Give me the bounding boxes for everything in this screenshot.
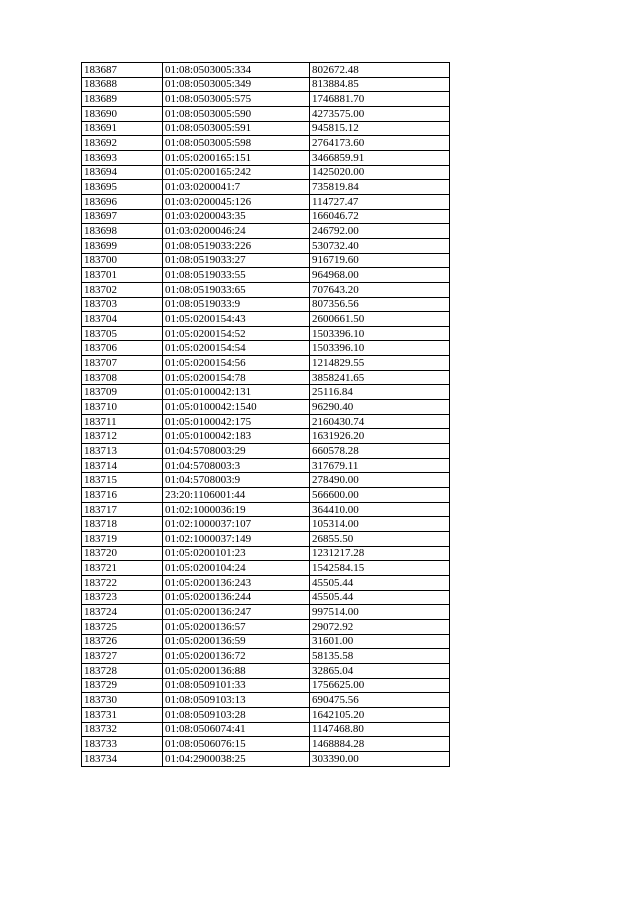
table-row: [82, 502, 450, 517]
value-cell: 2160430.74: [310, 414, 450, 429]
value-cell: 32865.04: [310, 663, 450, 678]
value-cell: 1231217.28: [310, 546, 450, 561]
value-cell: 45505.44: [310, 575, 450, 590]
value-cell: 45505.44: [310, 590, 450, 605]
value-cell: 1468884.28: [310, 737, 450, 752]
cadastral-number-cell: 01:05:0200154:52: [163, 326, 310, 341]
value-cell: 166046.72: [310, 209, 450, 224]
table-row: [82, 326, 450, 341]
value-cell: 364410.00: [310, 502, 450, 517]
table-row: [82, 693, 450, 708]
value-cell: 1542584.15: [310, 561, 450, 576]
table-row: [82, 180, 450, 195]
table-row: [82, 165, 450, 180]
cadastral-number-cell: 01:04:5708003:9: [163, 473, 310, 488]
row-id-cell: 183711: [82, 414, 163, 429]
row-id-cell: 183706: [82, 341, 163, 356]
cadastral-number-cell: 01:02:1000037:107: [163, 517, 310, 532]
table-row: [82, 678, 450, 693]
table-row: [82, 106, 450, 121]
table-row: [82, 209, 450, 224]
cadastral-number-cell: 01:05:0200165:242: [163, 165, 310, 180]
table-row: [82, 663, 450, 678]
cadastral-number-cell: 01:05:0200101:23: [163, 546, 310, 561]
cadastral-number-cell: 01:08:0503005:349: [163, 77, 310, 92]
table-row: [82, 238, 450, 253]
value-cell: 25116.84: [310, 385, 450, 400]
cadastral-number-cell: 01:05:0100042:1540: [163, 400, 310, 415]
row-id-cell: 183727: [82, 649, 163, 664]
table-row: [82, 136, 450, 151]
value-cell: 317679.11: [310, 458, 450, 473]
cadastral-number-cell: 01:05:0200154:78: [163, 370, 310, 385]
table-row: [82, 561, 450, 576]
row-id-cell: 183715: [82, 473, 163, 488]
row-id-cell: 183724: [82, 605, 163, 620]
table-body: [82, 63, 450, 767]
row-id-cell: 183704: [82, 312, 163, 327]
cadastral-number-cell: 01:08:0509103:13: [163, 693, 310, 708]
row-id-cell: 183697: [82, 209, 163, 224]
cadastral-number-cell: 01:05:0200154:43: [163, 312, 310, 327]
cadastral-number-cell: 01:03:0200041:7: [163, 180, 310, 195]
cadastral-number-cell: 01:03:0200043:35: [163, 209, 310, 224]
value-cell: 1756625.00: [310, 678, 450, 693]
value-cell: 1214829.55: [310, 356, 450, 371]
table-row: [82, 400, 450, 415]
cadastral-number-cell: 01:08:0503005:598: [163, 136, 310, 151]
table-row: [82, 268, 450, 283]
row-id-cell: 183734: [82, 751, 163, 766]
value-cell: 660578.28: [310, 444, 450, 459]
value-cell: 4273575.00: [310, 106, 450, 121]
table-row: [82, 473, 450, 488]
cadastral-number-cell: 01:05:0200136:57: [163, 619, 310, 634]
row-id-cell: 183692: [82, 136, 163, 151]
cadastral-number-cell: 01:08:0519033:55: [163, 268, 310, 283]
row-id-cell: 183718: [82, 517, 163, 532]
row-id-cell: 183731: [82, 707, 163, 722]
table-row: [82, 532, 450, 547]
table-row: [82, 92, 450, 107]
row-id-cell: 183720: [82, 546, 163, 561]
value-cell: 707643.20: [310, 282, 450, 297]
row-id-cell: 183713: [82, 444, 163, 459]
row-id-cell: 183728: [82, 663, 163, 678]
value-cell: 1642105.20: [310, 707, 450, 722]
value-cell: 1503396.10: [310, 326, 450, 341]
row-id-cell: 183702: [82, 282, 163, 297]
cadastral-number-cell: 01:05:0200136:243: [163, 575, 310, 590]
cadastral-number-cell: 01:05:0200104:24: [163, 561, 310, 576]
table-row: [82, 737, 450, 752]
value-cell: 1631926.20: [310, 429, 450, 444]
value-cell: 26855.50: [310, 532, 450, 547]
row-id-cell: 183712: [82, 429, 163, 444]
row-id-cell: 183690: [82, 106, 163, 121]
row-id-cell: 183705: [82, 326, 163, 341]
value-cell: 802672.48: [310, 63, 450, 78]
row-id-cell: 183700: [82, 253, 163, 268]
value-cell: 246792.00: [310, 224, 450, 239]
value-cell: 278490.00: [310, 473, 450, 488]
table-row: [82, 150, 450, 165]
value-cell: 916719.60: [310, 253, 450, 268]
cadastral-number-cell: 01:04:5708003:3: [163, 458, 310, 473]
row-id-cell: 183693: [82, 150, 163, 165]
row-id-cell: 183696: [82, 194, 163, 209]
cadastral-number-cell: 01:05:0200136:59: [163, 634, 310, 649]
value-cell: 1746881.70: [310, 92, 450, 107]
cadastral-number-cell: 01:08:0519033:9: [163, 297, 310, 312]
cadastral-number-cell: 01:05:0200136:88: [163, 663, 310, 678]
cadastral-number-cell: 01:08:0503005:590: [163, 106, 310, 121]
data-table: [81, 62, 450, 767]
row-id-cell: 183725: [82, 619, 163, 634]
value-cell: 735819.84: [310, 180, 450, 195]
table-row: [82, 385, 450, 400]
cadastral-number-cell: 01:05:0200165:151: [163, 150, 310, 165]
table-row: [82, 370, 450, 385]
table-row: [82, 282, 450, 297]
row-id-cell: 183716: [82, 488, 163, 503]
value-cell: 114727.47: [310, 194, 450, 209]
table-row: [82, 722, 450, 737]
table-row: [82, 634, 450, 649]
row-id-cell: 183698: [82, 224, 163, 239]
table-row: [82, 194, 450, 209]
row-id-cell: 183691: [82, 121, 163, 136]
row-id-cell: 183709: [82, 385, 163, 400]
value-cell: 945815.12: [310, 121, 450, 136]
cadastral-number-cell: 01:03:0200045:126: [163, 194, 310, 209]
table-row: [82, 458, 450, 473]
row-id-cell: 183708: [82, 370, 163, 385]
table-row: [82, 429, 450, 444]
value-cell: 2600661.50: [310, 312, 450, 327]
value-cell: 566600.00: [310, 488, 450, 503]
value-cell: 1503396.10: [310, 341, 450, 356]
table-row: [82, 341, 450, 356]
table-row: [82, 707, 450, 722]
value-cell: 96290.40: [310, 400, 450, 415]
table-row: [82, 590, 450, 605]
value-cell: 690475.56: [310, 693, 450, 708]
row-id-cell: 183688: [82, 77, 163, 92]
value-cell: 1425020.00: [310, 165, 450, 180]
cadastral-number-cell: 01:05:0200154:56: [163, 356, 310, 371]
cadastral-number-cell: 01:03:0200046:24: [163, 224, 310, 239]
value-cell: 105314.00: [310, 517, 450, 532]
row-id-cell: 183719: [82, 532, 163, 547]
table-row: [82, 444, 450, 459]
cadastral-number-cell: 01:05:0100042:131: [163, 385, 310, 400]
cadastral-number-cell: 01:08:0509101:33: [163, 678, 310, 693]
table-row: [82, 63, 450, 78]
row-id-cell: 183714: [82, 458, 163, 473]
cadastral-number-cell: 01:08:0503005:591: [163, 121, 310, 136]
row-id-cell: 183707: [82, 356, 163, 371]
row-id-cell: 183687: [82, 63, 163, 78]
cadastral-number-cell: 01:08:0519033:65: [163, 282, 310, 297]
row-id-cell: 183730: [82, 693, 163, 708]
cadastral-number-cell: 01:08:0506076:15: [163, 737, 310, 752]
table-row: [82, 575, 450, 590]
table-row: [82, 356, 450, 371]
cadastral-number-cell: 01:08:0519033:226: [163, 238, 310, 253]
table-row: [82, 649, 450, 664]
value-cell: 29072.92: [310, 619, 450, 634]
row-id-cell: 183701: [82, 268, 163, 283]
table-row: [82, 488, 450, 503]
row-id-cell: 183733: [82, 737, 163, 752]
cadastral-number-cell: 01:05:0200136:72: [163, 649, 310, 664]
value-cell: 3466859.91: [310, 150, 450, 165]
value-cell: 58135.58: [310, 649, 450, 664]
table-row: [82, 517, 450, 532]
value-cell: 303390.00: [310, 751, 450, 766]
table-row: [82, 224, 450, 239]
cadastral-number-cell: 01:08:0509103:28: [163, 707, 310, 722]
value-cell: 964968.00: [310, 268, 450, 283]
row-id-cell: 183717: [82, 502, 163, 517]
cadastral-number-cell: 01:05:0200136:247: [163, 605, 310, 620]
table-row: [82, 121, 450, 136]
cadastral-number-cell: 01:05:0100042:175: [163, 414, 310, 429]
table-row: [82, 414, 450, 429]
cadastral-number-cell: 01:05:0100042:183: [163, 429, 310, 444]
table-row: [82, 751, 450, 766]
table-row: [82, 605, 450, 620]
cadastral-number-cell: 01:04:5708003:29: [163, 444, 310, 459]
row-id-cell: 183689: [82, 92, 163, 107]
table-row: [82, 546, 450, 561]
row-id-cell: 183726: [82, 634, 163, 649]
row-id-cell: 183732: [82, 722, 163, 737]
row-id-cell: 183729: [82, 678, 163, 693]
value-cell: 813884.85: [310, 77, 450, 92]
row-id-cell: 183699: [82, 238, 163, 253]
cadastral-number-cell: 01:08:0503005:575: [163, 92, 310, 107]
cadastral-number-cell: 01:02:1000037:149: [163, 532, 310, 547]
row-id-cell: 183722: [82, 575, 163, 590]
cadastral-number-cell: 01:04:2900038:25: [163, 751, 310, 766]
cadastral-number-cell: 01:05:0200136:244: [163, 590, 310, 605]
cadastral-number-cell: 01:02:1000036:19: [163, 502, 310, 517]
cadastral-number-cell: 01:08:0503005:334: [163, 63, 310, 78]
value-cell: 1147468.80: [310, 722, 450, 737]
table-row: [82, 297, 450, 312]
value-cell: 2764173.60: [310, 136, 450, 151]
table-row: [82, 77, 450, 92]
value-cell: 997514.00: [310, 605, 450, 620]
row-id-cell: 183721: [82, 561, 163, 576]
cadastral-number-cell: 23:20:1106001:44: [163, 488, 310, 503]
cadastral-number-cell: 01:08:0519033:27: [163, 253, 310, 268]
table-row: [82, 312, 450, 327]
table-row: [82, 253, 450, 268]
value-cell: 807356.56: [310, 297, 450, 312]
row-id-cell: 183710: [82, 400, 163, 415]
row-id-cell: 183723: [82, 590, 163, 605]
value-cell: 31601.00: [310, 634, 450, 649]
row-id-cell: 183694: [82, 165, 163, 180]
row-id-cell: 183703: [82, 297, 163, 312]
cadastral-number-cell: 01:05:0200154:54: [163, 341, 310, 356]
value-cell: 3858241.65: [310, 370, 450, 385]
table-row: [82, 619, 450, 634]
value-cell: 530732.40: [310, 238, 450, 253]
cadastral-number-cell: 01:08:0506074:41: [163, 722, 310, 737]
row-id-cell: 183695: [82, 180, 163, 195]
